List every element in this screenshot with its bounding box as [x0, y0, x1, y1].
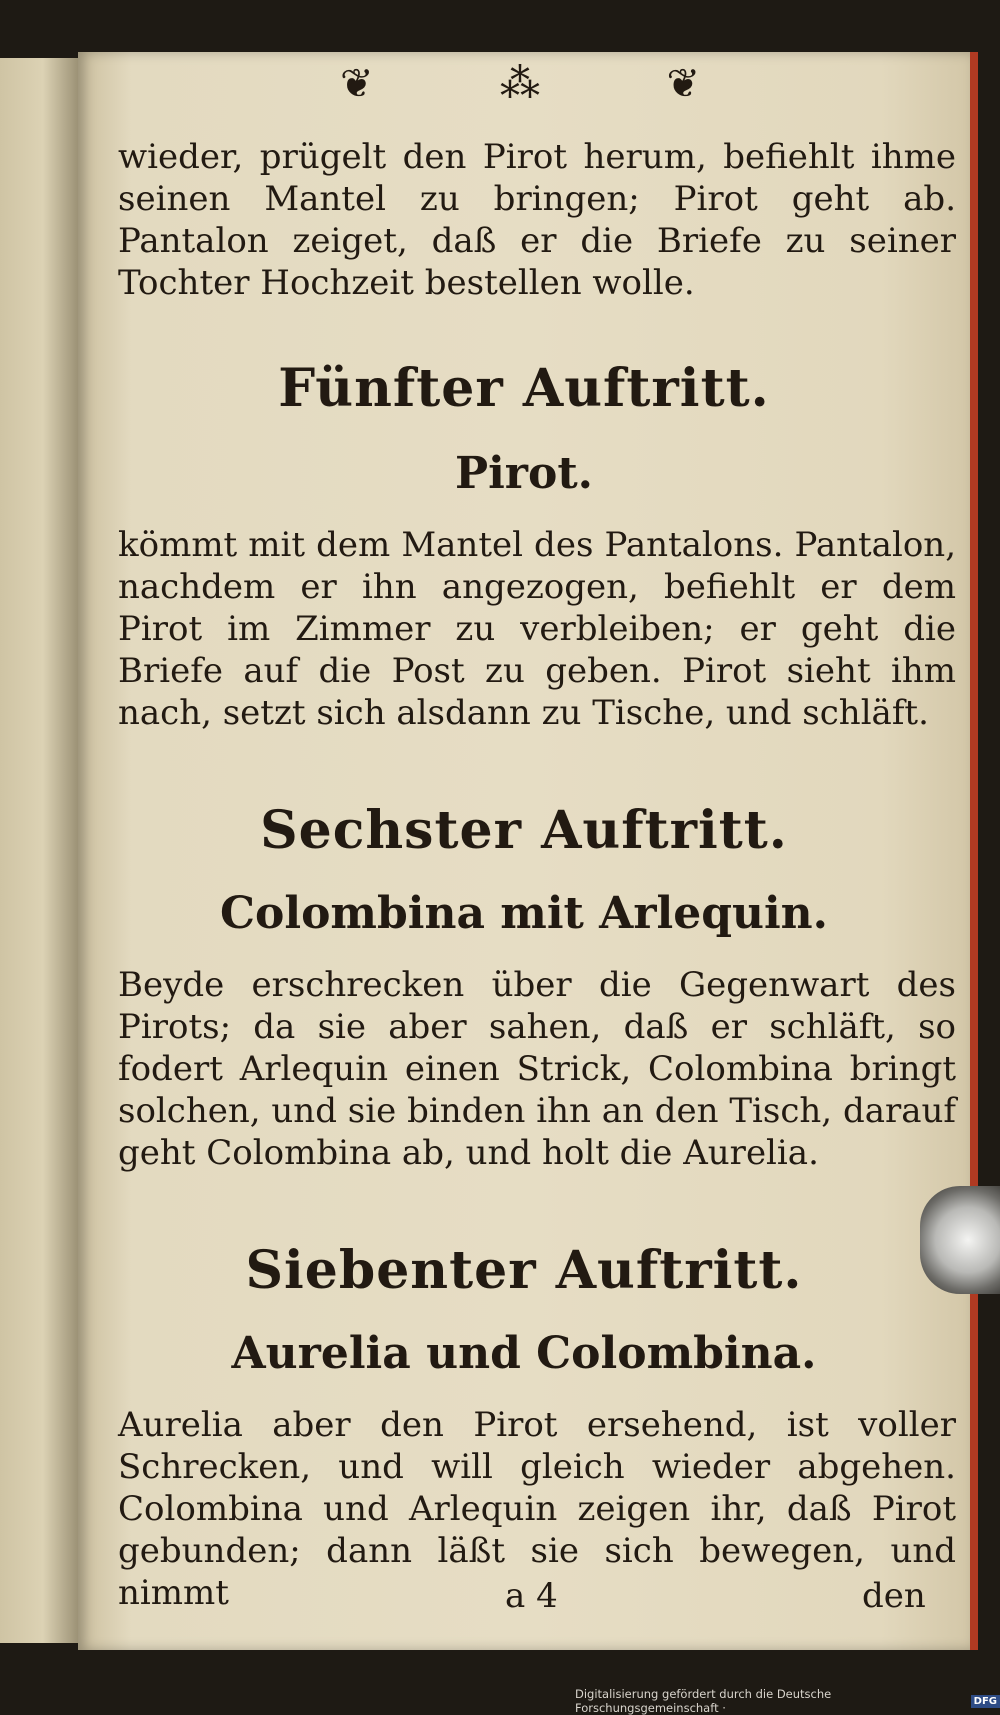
- scene-6-characters: Colombina mit Arlequin.: [219, 888, 828, 939]
- catchword: den: [862, 1576, 926, 1616]
- left-page-text-fragment: [4, 208, 34, 1508]
- scene-7-characters: Aurelia und Colombina.: [231, 1328, 817, 1379]
- header-ornament: [340, 58, 700, 110]
- page-edge-red: [970, 52, 978, 1650]
- signature-mark: a 4: [505, 1576, 558, 1616]
- scene-5-heading: Fünfter Auftritt.: [278, 358, 770, 419]
- ornament-center: ⁂: [500, 61, 540, 107]
- left-page-edge: [0, 58, 78, 1643]
- ornament-left: ❦: [340, 61, 374, 107]
- scene-7-heading: Siebenter Auftritt.: [245, 1240, 803, 1301]
- ornament-right: ❦: [666, 61, 700, 107]
- scene-6-heading: Sechster Auftritt.: [260, 800, 788, 861]
- credit-text: Digitalisierung gefördert durch die Deutsche Forschungsgemeinschaft ·: [575, 1687, 832, 1715]
- scene-5-text: kömmt mit dem Mantel des Pantalons. Pantalon, nachdem er ihn angezogen, befiehlt er dem Pirot im Zimmer zu verbleiben; er geht die Briefe auf die Post zu geben. Pirot sieht ihm nach, setzt sich alsdann zu Tische, und schläft.: [118, 525, 956, 733]
- scene-6-text: Beyde erschrecken über die Gegenwart des Pirots; da sie aber sahen, daß er schläft, so fodert Arlequin einen Strick, Colombina bringt solchen, und sie binden ihn an den Tisch, darauf geht Colombina ab, und holt die Aurelia.: [118, 965, 956, 1173]
- scene-7-text: Aurelia aber den Pirot ersehend, ist voller Schrecken, und will gleich wieder abgehen. Colombina und Arlequin zeigen ihr, daß Pirot gebunden; dann läßt sie sich bewegen, und nimmt: [118, 1405, 956, 1613]
- digitization-credit: [575, 1687, 1000, 1715]
- scene-5-characters: Pirot.: [455, 448, 593, 499]
- top-paragraph: wieder, prügelt den Pirot herum, befiehlt ihme seinen Mantel zu bringen; Pirot geht ab. Pantalon zeiget, daß er die Briefe zu seiner Tochter Hochzeit bestellen wolle.: [118, 137, 956, 303]
- dfg-logo: DFG: [971, 1695, 1000, 1708]
